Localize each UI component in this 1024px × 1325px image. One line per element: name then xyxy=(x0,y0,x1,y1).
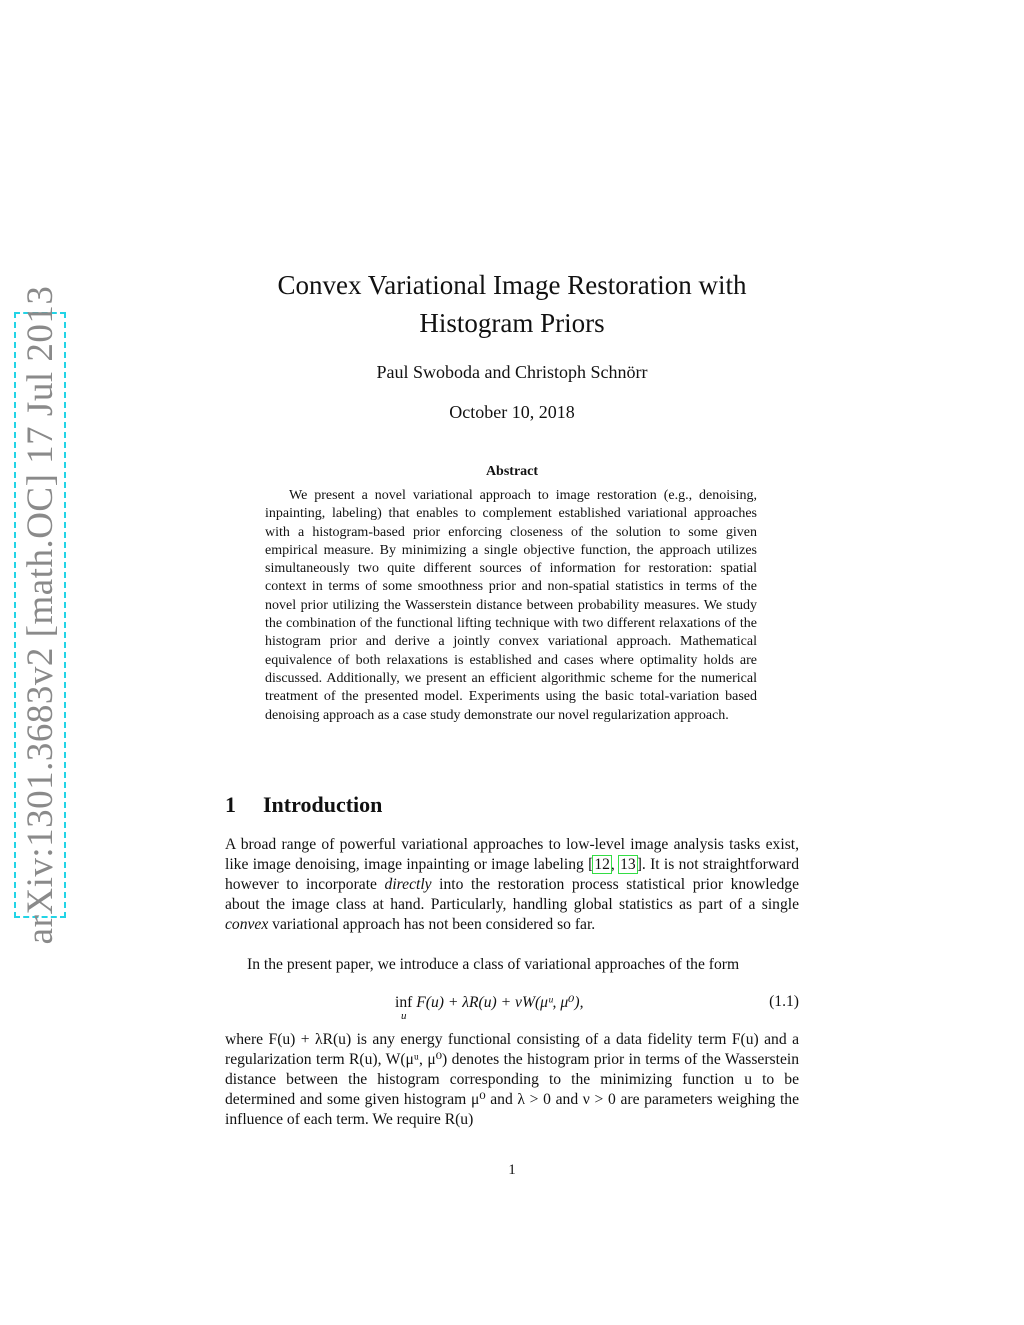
equation-operator xyxy=(395,994,413,1022)
paragraph-text: variational approach has not been considered so far. xyxy=(268,916,596,933)
intro-paragraph-2: In the present paper, we introduce a class of variational approaches of the form xyxy=(247,956,740,973)
paragraph-text: A broad range of powerful variational approaches to low-level image analysis tasks exist, like image denoising, image inpainting or image labeling [ xyxy=(225,836,799,873)
title-line-1: Convex Variational Image Restoration with xyxy=(277,270,747,300)
paragraph-text: ]. It is not straightforward however to incorporate xyxy=(225,856,799,893)
arxiv-identifier-stamp[interactable]: arXiv:1301.3683v2 [math.OC] 17 Jul 2013 xyxy=(14,312,66,918)
intro-paragraph-1 xyxy=(225,835,799,935)
section-title: Introduction xyxy=(263,792,383,817)
equation-number: (1.1) xyxy=(769,993,799,1010)
equation-body xyxy=(395,993,584,1022)
title-line-2: Histogram Priors xyxy=(419,308,605,338)
citation-separator: , xyxy=(610,856,620,873)
intro-paragraph-3: where F(u) + λR(u) is any energy functional consisting of a data fidelity term F(u) and a regularization term R(u), W(μᵘ, μ⁰) denotes the histogram prior in terms of the Wasserstein distance between the histogram corresponding to the minimizing function u to be determined and some given histogram μ⁰ and λ > 0 and ν > 0 are parameters weighing the influence of each term. We require R(u) xyxy=(225,1031,799,1128)
citation-link-12[interactable]: 12 xyxy=(594,856,610,873)
operator-text: inf xyxy=(395,994,413,1011)
authors: Paul Swoboda and Christoph Schnörr xyxy=(376,362,648,382)
paper-title xyxy=(180,266,844,342)
emphasis-convex: convex xyxy=(225,916,269,933)
arxiv-stamp-container xyxy=(14,285,66,945)
citation-link-13[interactable]: 13 xyxy=(620,856,636,873)
section-number: 1 xyxy=(225,792,236,817)
page-number: 1 xyxy=(508,1162,516,1178)
equation-1-1 xyxy=(225,993,799,1023)
abstract-text: We present a novel variational approach to image restoration (e.g., denoising, inpainting, labeling) that enables to complement established variational approaches with a histogram-based prior enforcing closeness of the solution to some given empirical measure. By minimizing a single objective function, the approach utilizes simultaneously two quite different sources of information for restoration: spatial context in terms of some smoothness prior and non-spatial statistics in terms of the novel prior utilizing the Wasserstein distance between probability measures. We study the combination of the functional lifting technique with two different relaxations of the histogram prior and derive a jointly convex variational approach. Mathematical equivalence of both relaxations is established and cases where optimality holds are discussed. Additionally, we present an efficient algorithmic scheme for the numerical treatment of the presented model. Experiments using the basic total-variation based denoising approach as a case study demonstrate our novel regularization approach. xyxy=(265,488,757,723)
paragraph-text: into the restoration process statistical prior knowledge about the image class at hand. Particularly, handling global statistics as part of a single xyxy=(225,876,800,913)
section-heading xyxy=(225,792,785,818)
publication-date: October 10, 2018 xyxy=(449,402,575,422)
operator-subscript: u xyxy=(401,1010,407,1022)
abstract-heading: Abstract xyxy=(485,464,539,479)
emphasis-directly: directly xyxy=(384,876,432,893)
equation-expression: F(u) + λR(u) + νW(μᵘ, μ⁰), xyxy=(416,994,584,1011)
